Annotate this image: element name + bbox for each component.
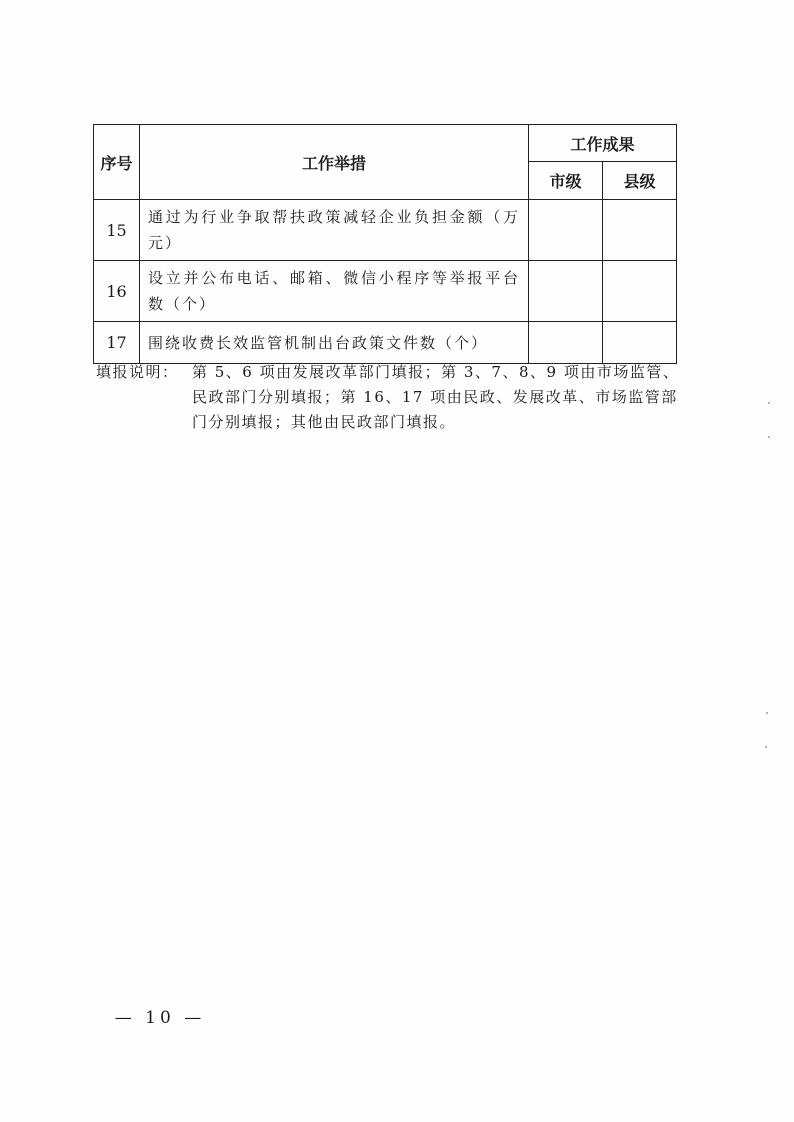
scan-speck: [768, 402, 770, 404]
page-number: — 10 —: [114, 1008, 206, 1028]
notes-label: 填报说明：: [96, 363, 179, 381]
row-measure: 围绕收费长效监管机制出台政策文件数（个）: [140, 322, 529, 364]
header-row-1: [94, 125, 677, 162]
table-row: [94, 261, 677, 322]
scan-speck: [766, 712, 768, 714]
row-number: 16: [94, 261, 140, 322]
row-measure: 通过为行业争取帮扶政策减轻企业负担金额（万元）: [140, 200, 529, 261]
table-row: [94, 200, 677, 261]
row-number: 17: [94, 322, 140, 364]
table-row: [94, 322, 677, 364]
row-county-value: [603, 200, 677, 261]
header-city: 市级: [529, 162, 603, 200]
header-result: 工作成果: [529, 125, 677, 162]
row-city-value: [529, 200, 603, 261]
report-table: [93, 124, 677, 364]
header-seq: 序号: [94, 125, 140, 200]
row-county-value: [603, 322, 677, 364]
row-city-value: [529, 261, 603, 322]
scan-speck: [768, 436, 770, 438]
row-county-value: [603, 261, 677, 322]
filling-instructions: [96, 360, 686, 435]
header-measure: 工作举措: [140, 125, 529, 200]
header-county: 县级: [603, 162, 677, 200]
scan-speck: [765, 746, 767, 748]
notes-text: 第 5、6 项由发展改革部门填报；第 3、7、8、9 项由市场监管、民政部门分别填报；第 16、17 项由民政、发展改革、市场监管部门分别填报；其他由民政部门填报。: [192, 363, 680, 431]
row-measure: 设立并公布电话、邮箱、微信小程序等举报平台数（个）: [140, 261, 529, 322]
row-city-value: [529, 322, 603, 364]
row-number: 15: [94, 200, 140, 261]
